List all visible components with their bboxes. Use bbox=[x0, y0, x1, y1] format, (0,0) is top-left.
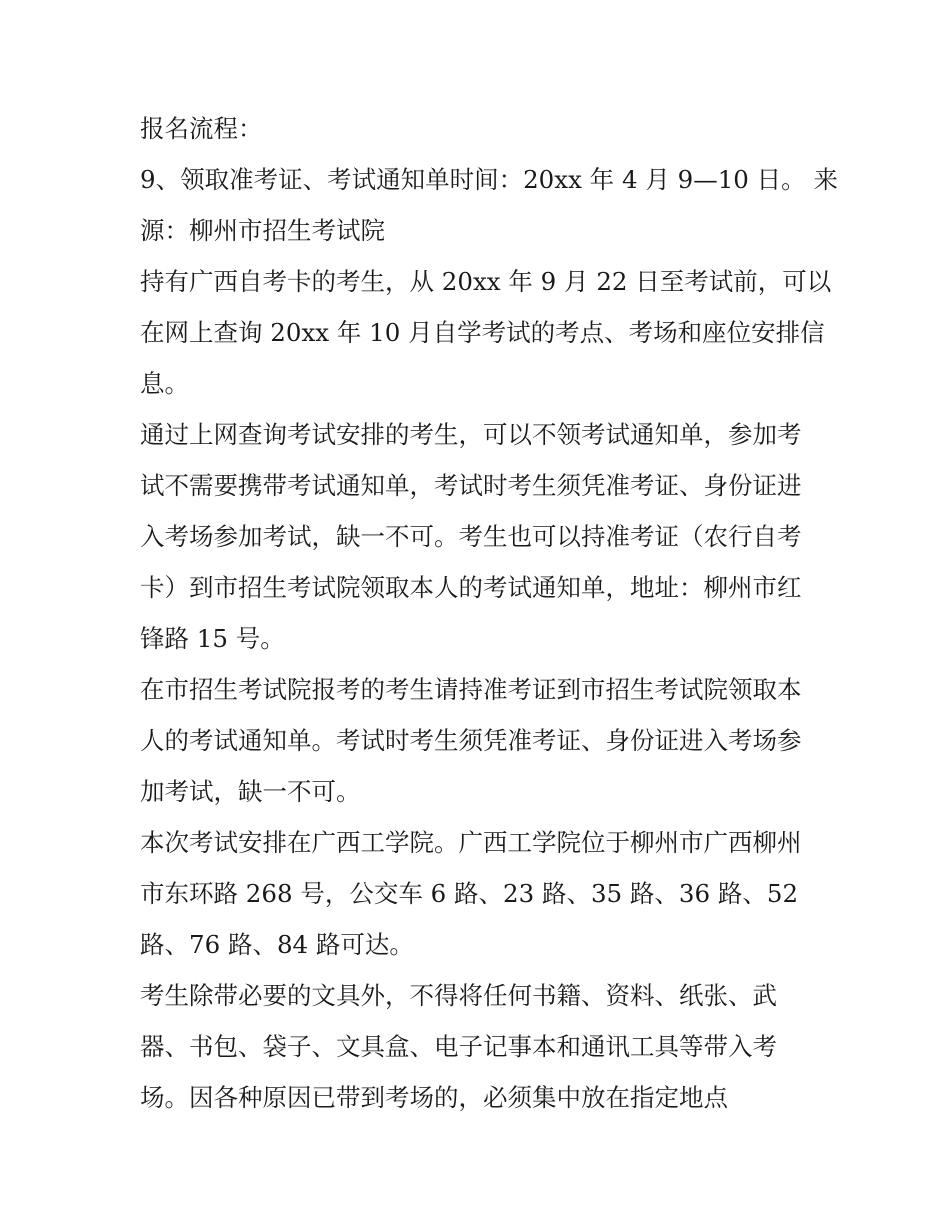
text-line: 在市招生考试院报考的考生请持准考证到市招生考试院领取本 bbox=[140, 675, 802, 704]
text-line: 通过上网查询考试安排的考生，可以不领考试通知单，参加考 bbox=[140, 420, 802, 449]
document-body bbox=[140, 103, 838, 1123]
text-line: 报名流程： bbox=[140, 114, 263, 143]
text-line: 场。因各种原因已带到考场的，必须集中放在指定地点 bbox=[140, 1083, 728, 1112]
text-line: 路、76 路、84 路可达。 bbox=[140, 930, 414, 959]
text-line: 市东环路 268 号，公交车 6 路、23 路、35 路、36 路、52 bbox=[140, 879, 799, 908]
text-line: 本次考试安排在广西工学院。广西工学院位于柳州市广西柳州 bbox=[140, 828, 802, 857]
text-line: 源：柳州市招生考试院 bbox=[140, 216, 385, 245]
text-line: 卡）到市招生考试院领取本人的考试通知单，地址：柳州市红 bbox=[140, 573, 802, 602]
text-line: 器、书包、袋子、文具盒、电子记事本和通讯工具等带入考 bbox=[140, 1032, 777, 1061]
text-line: 9、领取准考证、考试通知单时间：20xx 年 4 月 9—10 日。 来 bbox=[140, 165, 838, 194]
text-line: 考生除带必要的文具外，不得将任何书籍、资料、纸张、武 bbox=[140, 981, 777, 1010]
text-line: 在网上查询 20xx 年 10 月自学考试的考点、考场和座位安排信 bbox=[140, 318, 825, 347]
text-line: 入考场参加考试，缺一不可。考生也可以持准考证（农行自考 bbox=[140, 522, 802, 551]
text-line: 试不需要携带考试通知单，考试时考生须凭准考证、身份证进 bbox=[140, 471, 802, 500]
text-line: 加考试，缺一不可。 bbox=[140, 777, 361, 806]
text-line: 持有广西自考卡的考生，从 20xx 年 9 月 22 日至考试前，可以 bbox=[140, 267, 832, 296]
text-line: 人的考试通知单。考试时考生须凭准考证、身份证进入考场参 bbox=[140, 726, 802, 755]
text-line: 锋路 15 号。 bbox=[140, 624, 285, 653]
text-line: 息。 bbox=[140, 369, 189, 398]
